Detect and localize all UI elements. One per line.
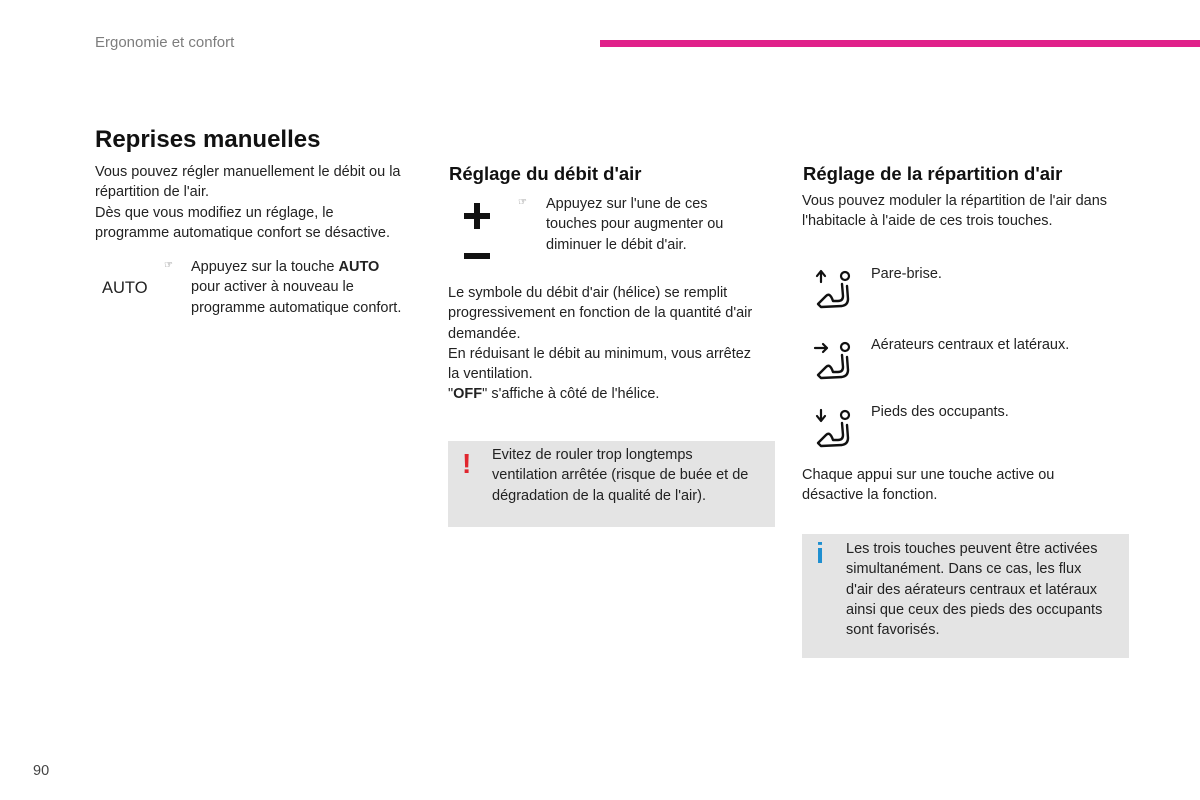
- distribution-intro: [802, 191, 1142, 232]
- info-icon: i: [816, 538, 825, 570]
- minus-icon: [464, 253, 490, 259]
- page-title: Reprises manuelles: [95, 126, 321, 153]
- distribution-press-line: Chaque appui sur une touche active ou: [802, 467, 1055, 483]
- info-line: d'air des aérateurs centraux et latéraux: [846, 581, 1098, 598]
- off-line: [448, 384, 778, 404]
- auto-line: [191, 257, 431, 277]
- distribution-intro-line: l'habitacle à l'aide de ces trois touches.: [802, 213, 1053, 230]
- distribution-press-line: désactive la fonction.: [802, 487, 938, 504]
- warning-line: Evitez de rouler trop longtemps: [492, 447, 693, 463]
- auto-line-text: Appuyez sur la touche: [191, 259, 339, 275]
- windscreen-air-icon: [812, 268, 852, 310]
- auto-instruction: [191, 257, 431, 318]
- off-text: " s'affiche à côté de l'hélice.: [482, 386, 660, 403]
- auto-line: programme automatique confort.: [191, 299, 402, 316]
- hand-pointer-icon: ☞: [164, 260, 173, 271]
- airflow-para-line: la ventilation.: [448, 366, 533, 383]
- info-line: sont favorisés.: [846, 622, 940, 639]
- warning-line: ventilation arrêtée (risque de buée et de: [492, 467, 749, 484]
- distribution-item-label: Pieds des occupants.: [871, 404, 1009, 420]
- intro-line: répartition de l'air.: [95, 184, 209, 201]
- airflow-para-line: demandée.: [448, 325, 521, 342]
- footwell-air-icon: [812, 407, 852, 449]
- warning-text: [492, 445, 772, 506]
- auto-line: pour activer à nouveau le: [191, 279, 354, 296]
- off-quote: ": [448, 386, 454, 403]
- intro-line: Dès que vous modifiez un réglage, le: [95, 204, 334, 221]
- airflow-line: Appuyez sur l'une de ces: [546, 196, 708, 212]
- airflow-line: touches pour augmenter ou: [546, 216, 724, 233]
- section-heading-airflow: Réglage du débit d'air: [449, 163, 642, 184]
- intro-line: Vous pouvez régler manuellement le débit ou la: [95, 164, 401, 180]
- info-line: ainsi que ceux des pieds des occupants: [846, 601, 1103, 618]
- info-text: [846, 539, 1126, 640]
- hand-pointer-icon: ☞: [518, 197, 527, 208]
- airflow-para-line: Le symbole du débit d'air (hélice) se remplit: [448, 285, 728, 301]
- info-line: Les trois touches peuvent être activées: [846, 541, 1098, 557]
- auto-bold-label: AUTO: [338, 259, 380, 275]
- auto-key-label: AUTO: [102, 279, 148, 297]
- info-line: simultanément. Dans ce cas, les flux: [846, 561, 1082, 578]
- intro-paragraph: [95, 162, 435, 243]
- page-number: 90: [33, 763, 50, 779]
- airflow-instruction: [546, 194, 766, 255]
- distribution-item-label: Pare-brise.: [871, 266, 942, 282]
- warning-icon: !: [462, 448, 472, 479]
- airflow-para-line: progressivement en fonction de la quantité d'air: [448, 305, 753, 322]
- plus-icon: [464, 203, 490, 229]
- distribution-press-note: [802, 465, 1132, 506]
- section-label: Ergonomie et confort: [95, 34, 235, 51]
- header-accent-bar: [600, 40, 1200, 47]
- section-heading-distribution: Réglage de la répartition d'air: [803, 163, 1063, 184]
- distribution-intro-line: Vous pouvez moduler la répartition de l'air dans: [802, 193, 1108, 209]
- airflow-line: diminuer le débit d'air.: [546, 236, 687, 253]
- intro-line: programme automatique confort se désactive.: [95, 224, 390, 241]
- warning-line: dégradation de la qualité de l'air).: [492, 487, 706, 504]
- airflow-para-line: En réduisant le débit au minimum, vous arrêtez: [448, 345, 752, 362]
- off-bold-label: OFF: [453, 386, 483, 403]
- airflow-paragraph: [448, 283, 778, 405]
- distribution-item-label: Aérateurs centraux et latéraux.: [871, 337, 1070, 353]
- central-vents-air-icon: [812, 339, 852, 381]
